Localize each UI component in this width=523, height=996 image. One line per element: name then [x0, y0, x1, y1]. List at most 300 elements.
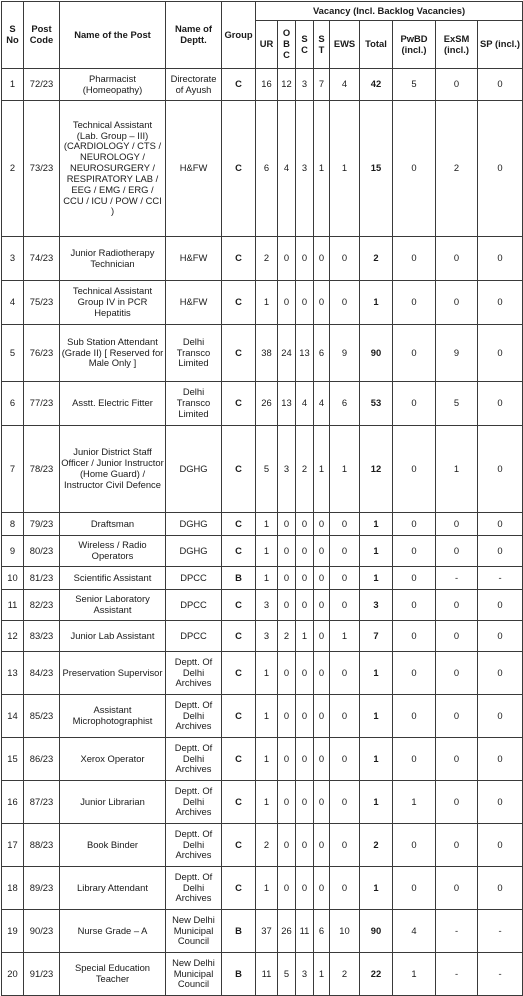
cell-post-code: 89/23	[24, 867, 60, 910]
cell-exsm: 0	[436, 824, 478, 867]
cell-post-name: Asstt. Electric Fitter	[60, 382, 166, 426]
cell-sp: 0	[478, 325, 523, 382]
cell-sc: 4	[296, 382, 314, 426]
cell-group: C	[222, 426, 256, 513]
cell-ews: 0	[330, 536, 360, 567]
cell-ews: 1	[330, 426, 360, 513]
cell-ews: 0	[330, 867, 360, 910]
cell-st: 0	[314, 652, 330, 695]
cell-sc: 0	[296, 237, 314, 281]
cell-group: C	[222, 824, 256, 867]
cell-post-name: Junior Lab Assistant	[60, 621, 166, 652]
header-exsm: ExSM (incl.)	[436, 21, 478, 69]
cell-post-code: 75/23	[24, 281, 60, 325]
cell-st: 0	[314, 281, 330, 325]
cell-group: C	[222, 69, 256, 101]
cell-ur: 3	[256, 621, 278, 652]
cell-ur: 1	[256, 695, 278, 738]
cell-post-name: Draftsman	[60, 513, 166, 536]
cell-post-code: 85/23	[24, 695, 60, 738]
cell-post-code: 90/23	[24, 910, 60, 953]
cell-sno: 15	[2, 738, 24, 781]
cell-post-code: 78/23	[24, 426, 60, 513]
cell-dept: DPCC	[166, 590, 222, 621]
cell-total: 42	[360, 69, 393, 101]
cell-sno: 4	[2, 281, 24, 325]
cell-ews: 0	[330, 824, 360, 867]
cell-obc: 0	[278, 567, 296, 590]
cell-ews: 9	[330, 325, 360, 382]
header-ews: EWS	[330, 21, 360, 69]
cell-post-name: Junior Librarian	[60, 781, 166, 824]
cell-post-code: 72/23	[24, 69, 60, 101]
cell-group: C	[222, 237, 256, 281]
cell-sp: 0	[478, 824, 523, 867]
cell-group: B	[222, 953, 256, 996]
cell-sc: 0	[296, 824, 314, 867]
cell-group: C	[222, 867, 256, 910]
cell-st: 0	[314, 738, 330, 781]
cell-post-code: 77/23	[24, 382, 60, 426]
cell-sc: 0	[296, 590, 314, 621]
cell-ews: 0	[330, 695, 360, 738]
cell-dept: Deptt. Of Delhi Archives	[166, 781, 222, 824]
table-row	[2, 536, 523, 567]
cell-exsm: -	[436, 567, 478, 590]
cell-pwbd: 0	[393, 426, 436, 513]
table-row	[2, 824, 523, 867]
cell-exsm: 0	[436, 590, 478, 621]
cell-exsm: -	[436, 953, 478, 996]
cell-ur: 3	[256, 590, 278, 621]
cell-dept: Delhi Transco Limited	[166, 325, 222, 382]
cell-ews: 10	[330, 910, 360, 953]
cell-st: 0	[314, 824, 330, 867]
cell-sc: 0	[296, 652, 314, 695]
cell-obc: 0	[278, 281, 296, 325]
cell-dept: DGHG	[166, 426, 222, 513]
cell-st: 1	[314, 953, 330, 996]
cell-ews: 1	[330, 621, 360, 652]
cell-ews: 0	[330, 738, 360, 781]
cell-total: 1	[360, 652, 393, 695]
cell-sno: 20	[2, 953, 24, 996]
cell-post-name: Nurse Grade – A	[60, 910, 166, 953]
cell-ur: 1	[256, 567, 278, 590]
cell-exsm: 0	[436, 652, 478, 695]
cell-sc: 0	[296, 738, 314, 781]
cell-group: B	[222, 910, 256, 953]
cell-ur: 38	[256, 325, 278, 382]
cell-total: 1	[360, 567, 393, 590]
cell-sc: 3	[296, 101, 314, 237]
cell-dept: DPCC	[166, 621, 222, 652]
cell-sno: 5	[2, 325, 24, 382]
cell-total: 90	[360, 910, 393, 953]
header-st: S T	[314, 21, 330, 69]
cell-dept: New Delhi Municipal Council	[166, 953, 222, 996]
table-row	[2, 513, 523, 536]
cell-sp: -	[478, 910, 523, 953]
cell-sno: 14	[2, 695, 24, 738]
table-row	[2, 652, 523, 695]
cell-group: C	[222, 621, 256, 652]
cell-pwbd: 0	[393, 824, 436, 867]
cell-pwbd: 0	[393, 695, 436, 738]
cell-sp: 0	[478, 237, 523, 281]
cell-sp: 0	[478, 536, 523, 567]
cell-group: C	[222, 382, 256, 426]
cell-st: 0	[314, 513, 330, 536]
cell-post-name: Sub Station Attendant (Grade II) [ Reserved for Male Only ]	[60, 325, 166, 382]
cell-total: 1	[360, 513, 393, 536]
cell-total: 2	[360, 237, 393, 281]
cell-dept: Directorate of Ayush	[166, 69, 222, 101]
cell-total: 15	[360, 101, 393, 237]
cell-group: C	[222, 281, 256, 325]
cell-sno: 8	[2, 513, 24, 536]
cell-sc: 0	[296, 567, 314, 590]
cell-total: 1	[360, 867, 393, 910]
cell-ews: 0	[330, 590, 360, 621]
cell-st: 0	[314, 536, 330, 567]
cell-st: 0	[314, 695, 330, 738]
cell-post-name: Senior Laboratory Assistant	[60, 590, 166, 621]
cell-obc: 24	[278, 325, 296, 382]
header-obc: O B C	[278, 21, 296, 69]
cell-obc: 0	[278, 590, 296, 621]
cell-ur: 1	[256, 867, 278, 910]
header-sp: SP (incl.)	[478, 21, 523, 69]
cell-total: 1	[360, 536, 393, 567]
cell-sp: 0	[478, 621, 523, 652]
cell-ur: 11	[256, 953, 278, 996]
cell-sno: 9	[2, 536, 24, 567]
cell-sno: 11	[2, 590, 24, 621]
cell-obc: 0	[278, 867, 296, 910]
cell-sp: 0	[478, 867, 523, 910]
cell-sc: 0	[296, 513, 314, 536]
cell-sno: 12	[2, 621, 24, 652]
cell-st: 0	[314, 867, 330, 910]
cell-sp: 0	[478, 513, 523, 536]
cell-ur: 1	[256, 513, 278, 536]
cell-sno: 13	[2, 652, 24, 695]
cell-sp: 0	[478, 781, 523, 824]
cell-post-name: Assistant Microphotographist	[60, 695, 166, 738]
cell-exsm: 0	[436, 867, 478, 910]
cell-post-code: 74/23	[24, 237, 60, 281]
header-sc: S C	[296, 21, 314, 69]
cell-pwbd: 0	[393, 738, 436, 781]
cell-pwbd: 0	[393, 281, 436, 325]
cell-post-name: Special Education Teacher	[60, 953, 166, 996]
cell-sp: -	[478, 567, 523, 590]
cell-sc: 0	[296, 281, 314, 325]
cell-total: 22	[360, 953, 393, 996]
table-row	[2, 867, 523, 910]
cell-st: 1	[314, 101, 330, 237]
cell-ews: 2	[330, 953, 360, 996]
cell-ews: 0	[330, 652, 360, 695]
cell-post-name: Library Attendant	[60, 867, 166, 910]
table-row	[2, 237, 523, 281]
cell-obc: 0	[278, 536, 296, 567]
cell-post-code: 83/23	[24, 621, 60, 652]
header-group: Group	[222, 2, 256, 69]
cell-post-name: Pharmacist (Homeopathy)	[60, 69, 166, 101]
cell-ews: 0	[330, 567, 360, 590]
cell-exsm: 0	[436, 281, 478, 325]
cell-exsm: 0	[436, 237, 478, 281]
table-row	[2, 621, 523, 652]
cell-exsm: 1	[436, 426, 478, 513]
cell-exsm: 0	[436, 621, 478, 652]
cell-ur: 2	[256, 824, 278, 867]
cell-pwbd: 0	[393, 513, 436, 536]
cell-sno: 18	[2, 867, 24, 910]
cell-sp: -	[478, 953, 523, 996]
table-row	[2, 69, 523, 101]
cell-group: B	[222, 567, 256, 590]
cell-sp: 0	[478, 590, 523, 621]
cell-st: 0	[314, 781, 330, 824]
cell-group: C	[222, 101, 256, 237]
cell-ur: 6	[256, 101, 278, 237]
cell-st: 7	[314, 69, 330, 101]
cell-pwbd: 0	[393, 621, 436, 652]
cell-post-code: 87/23	[24, 781, 60, 824]
cell-group: C	[222, 513, 256, 536]
table-row	[2, 325, 523, 382]
cell-total: 7	[360, 621, 393, 652]
table-row	[2, 281, 523, 325]
cell-ur: 1	[256, 281, 278, 325]
cell-total: 1	[360, 281, 393, 325]
cell-post-code: 86/23	[24, 738, 60, 781]
cell-sc: 3	[296, 69, 314, 101]
cell-post-code: 91/23	[24, 953, 60, 996]
cell-st: 6	[314, 910, 330, 953]
cell-exsm: -	[436, 910, 478, 953]
cell-total: 1	[360, 695, 393, 738]
cell-sno: 10	[2, 567, 24, 590]
table-row	[2, 567, 523, 590]
cell-exsm: 0	[436, 738, 478, 781]
cell-dept: DGHG	[166, 513, 222, 536]
cell-sp: 0	[478, 382, 523, 426]
cell-st: 6	[314, 325, 330, 382]
table-row	[2, 910, 523, 953]
cell-ews: 0	[330, 781, 360, 824]
cell-total: 90	[360, 325, 393, 382]
cell-dept: DGHG	[166, 536, 222, 567]
cell-sc: 0	[296, 695, 314, 738]
cell-st: 4	[314, 382, 330, 426]
cell-sno: 17	[2, 824, 24, 867]
cell-pwbd: 0	[393, 867, 436, 910]
cell-post-name: Book Binder	[60, 824, 166, 867]
cell-sno: 16	[2, 781, 24, 824]
cell-group: C	[222, 590, 256, 621]
cell-pwbd: 1	[393, 953, 436, 996]
cell-sno: 7	[2, 426, 24, 513]
cell-obc: 0	[278, 781, 296, 824]
cell-group: C	[222, 325, 256, 382]
cell-obc: 0	[278, 652, 296, 695]
cell-group: C	[222, 536, 256, 567]
cell-ur: 1	[256, 652, 278, 695]
cell-sno: 3	[2, 237, 24, 281]
cell-dept: H&FW	[166, 237, 222, 281]
cell-post-name: Preservation Supervisor	[60, 652, 166, 695]
cell-total: 3	[360, 590, 393, 621]
cell-sno: 1	[2, 69, 24, 101]
cell-pwbd: 0	[393, 567, 436, 590]
cell-exsm: 0	[436, 513, 478, 536]
cell-pwbd: 0	[393, 325, 436, 382]
header-post-code: Post Code	[24, 2, 60, 69]
cell-dept: Deptt. Of Delhi Archives	[166, 738, 222, 781]
cell-post-code: 79/23	[24, 513, 60, 536]
cell-sc: 11	[296, 910, 314, 953]
cell-ur: 37	[256, 910, 278, 953]
cell-post-name: Technical Assistant Group IV in PCR Hepatitis	[60, 281, 166, 325]
cell-pwbd: 4	[393, 910, 436, 953]
cell-sp: 0	[478, 652, 523, 695]
table-row	[2, 781, 523, 824]
cell-ur: 1	[256, 781, 278, 824]
table-row	[2, 426, 523, 513]
cell-st: 1	[314, 426, 330, 513]
cell-sc: 3	[296, 953, 314, 996]
cell-post-name: Scientific Assistant	[60, 567, 166, 590]
cell-sp: 0	[478, 426, 523, 513]
cell-sp: 0	[478, 695, 523, 738]
cell-dept: DPCC	[166, 567, 222, 590]
cell-post-name: Wireless / Radio Operators	[60, 536, 166, 567]
cell-obc: 0	[278, 738, 296, 781]
table-row	[2, 953, 523, 996]
header-post-name: Name of the Post	[60, 2, 166, 69]
cell-dept: Deptt. Of Delhi Archives	[166, 695, 222, 738]
cell-post-code: 76/23	[24, 325, 60, 382]
cell-obc: 0	[278, 237, 296, 281]
header-dept: Name of Deptt.	[166, 2, 222, 69]
cell-total: 1	[360, 781, 393, 824]
cell-pwbd: 0	[393, 237, 436, 281]
cell-total: 12	[360, 426, 393, 513]
cell-total: 1	[360, 738, 393, 781]
cell-sc: 2	[296, 426, 314, 513]
cell-dept: Deptt. Of Delhi Archives	[166, 867, 222, 910]
cell-exsm: 0	[436, 781, 478, 824]
cell-obc: 0	[278, 513, 296, 536]
cell-dept: Deptt. Of Delhi Archives	[166, 824, 222, 867]
cell-post-code: 73/23	[24, 101, 60, 237]
cell-sc: 0	[296, 781, 314, 824]
cell-obc: 2	[278, 621, 296, 652]
cell-group: C	[222, 652, 256, 695]
cell-sp: 0	[478, 281, 523, 325]
cell-pwbd: 0	[393, 536, 436, 567]
cell-obc: 12	[278, 69, 296, 101]
cell-pwbd: 1	[393, 781, 436, 824]
cell-pwbd: 5	[393, 69, 436, 101]
header-ur: UR	[256, 21, 278, 69]
cell-sno: 19	[2, 910, 24, 953]
table-row	[2, 695, 523, 738]
cell-sp: 0	[478, 69, 523, 101]
cell-post-name: Junior Radiotherapy Technician	[60, 237, 166, 281]
cell-ur: 1	[256, 536, 278, 567]
cell-pwbd: 0	[393, 382, 436, 426]
cell-ur: 1	[256, 738, 278, 781]
cell-st: 0	[314, 237, 330, 281]
cell-group: C	[222, 695, 256, 738]
cell-post-code: 81/23	[24, 567, 60, 590]
cell-obc: 3	[278, 426, 296, 513]
cell-exsm: 0	[436, 69, 478, 101]
cell-obc: 0	[278, 824, 296, 867]
cell-total: 2	[360, 824, 393, 867]
cell-post-code: 82/23	[24, 590, 60, 621]
cell-exsm: 5	[436, 382, 478, 426]
cell-post-name: Technical Assistant (Lab. Group – III) (CARDIOLOGY / CTS / NEUROLOGY / NEUROSURGERY / RESPIRATORY LAB / EEG / EMG / ERG / CCU / ICU / POW / CCI )	[60, 101, 166, 237]
cell-post-code: 84/23	[24, 652, 60, 695]
header-pwbd: PwBD (incl.)	[393, 21, 436, 69]
vacancy-table	[1, 1, 523, 996]
cell-ur: 2	[256, 237, 278, 281]
cell-sno: 2	[2, 101, 24, 237]
cell-dept: Deptt. Of Delhi Archives	[166, 652, 222, 695]
cell-sc: 1	[296, 621, 314, 652]
cell-st: 0	[314, 621, 330, 652]
table-row	[2, 101, 523, 237]
cell-post-code: 80/23	[24, 536, 60, 567]
cell-ews: 0	[330, 281, 360, 325]
cell-ews: 6	[330, 382, 360, 426]
cell-obc: 5	[278, 953, 296, 996]
header-total: Total	[360, 21, 393, 69]
cell-pwbd: 0	[393, 101, 436, 237]
cell-dept: Delhi Transco Limited	[166, 382, 222, 426]
cell-ur: 26	[256, 382, 278, 426]
cell-pwbd: 0	[393, 590, 436, 621]
header-vacancy: Vacancy (Incl. Backlog Vacancies)	[256, 2, 523, 21]
cell-obc: 13	[278, 382, 296, 426]
cell-ews: 0	[330, 237, 360, 281]
cell-post-name: Xerox Operator	[60, 738, 166, 781]
cell-sc: 13	[296, 325, 314, 382]
cell-dept: H&FW	[166, 101, 222, 237]
cell-sp: 0	[478, 101, 523, 237]
cell-sp: 0	[478, 738, 523, 781]
cell-sc: 0	[296, 536, 314, 567]
table-row	[2, 590, 523, 621]
cell-post-name: Junior District Staff Officer / Junior Instructor (Home Guard) / Instructor Civil Defence	[60, 426, 166, 513]
cell-ews: 4	[330, 69, 360, 101]
table-row	[2, 738, 523, 781]
cell-st: 0	[314, 567, 330, 590]
cell-dept: New Delhi Municipal Council	[166, 910, 222, 953]
cell-obc: 4	[278, 101, 296, 237]
cell-sno: 6	[2, 382, 24, 426]
cell-st: 0	[314, 590, 330, 621]
cell-exsm: 0	[436, 695, 478, 738]
cell-sc: 0	[296, 867, 314, 910]
cell-ews: 1	[330, 101, 360, 237]
